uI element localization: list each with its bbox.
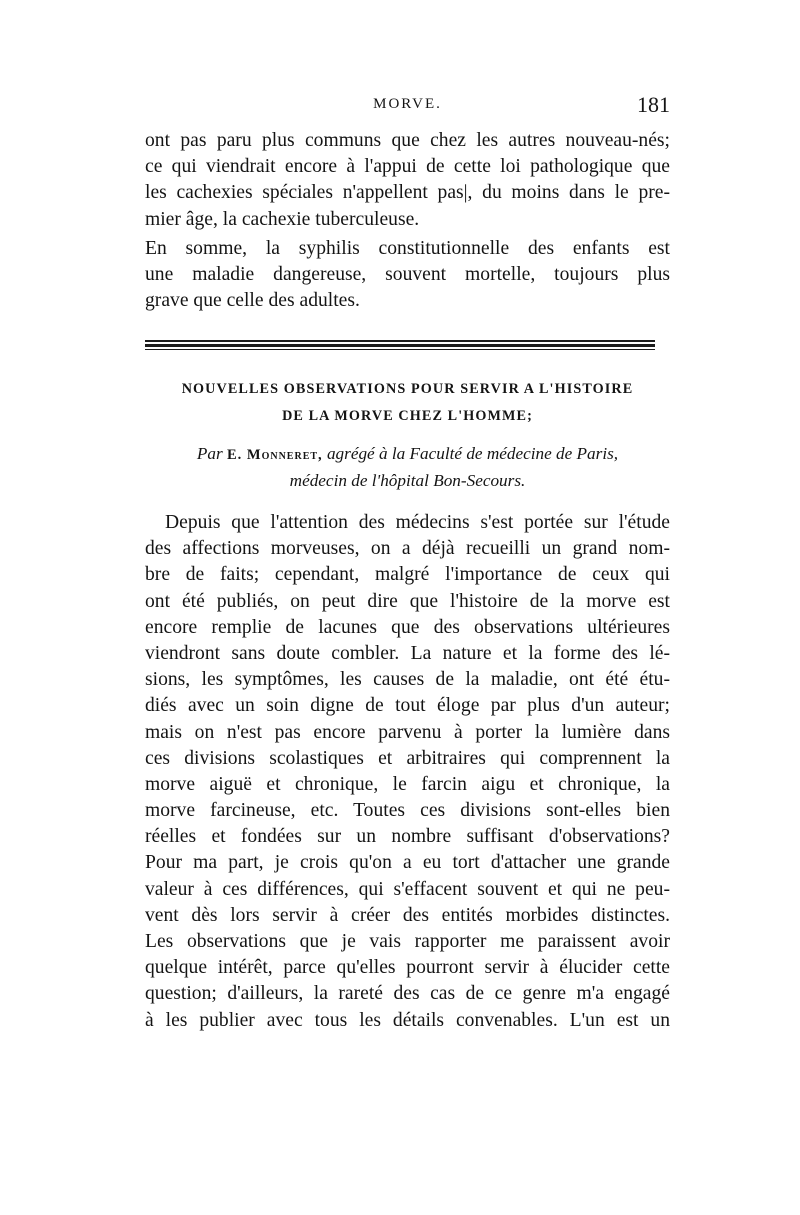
running-title: MORVE. (373, 96, 442, 112)
text-line: En somme, la syphilis constitutionnelle des enfants est (145, 238, 670, 259)
article-title-line: DE LA MORVE CHEZ L'HOMME; (282, 408, 533, 424)
article-title-line: NOUVELLES OBSERVATIONS POUR SERVIR A L'HISTOIRE (181, 381, 634, 397)
text-line: Les observations que je vais rapporter me paraissent avoir (145, 931, 670, 952)
divider-line-bottom (145, 349, 655, 350)
text-line: réelles et fondées sur un nombre suffisant d'observations? (145, 826, 670, 848)
text-line: encore remplie de lacunes que des observations ultérieures (145, 616, 670, 638)
divider-line-top (145, 340, 655, 342)
section-divider (145, 340, 655, 350)
text-line: sions, les symptômes, les causes de la maladie, ont été étu- (145, 669, 670, 691)
text-line: les cachexies spéciales n'appellent pas|, du moins dans le pre- (145, 182, 670, 204)
text-line: à les publier avec tous les détails convenables. L'un est un (145, 1009, 670, 1031)
article-title (145, 376, 670, 430)
byline-affiliation: agrégé à la Faculté de médecine de Paris, (326, 444, 619, 463)
text-line: valeur à ces différences, qui s'effacent souvent et qui ne peu- (145, 878, 670, 900)
text-line: ce qui viendrait encore à l'appui de cette loi pathologique que (145, 156, 670, 178)
text-line: Depuis que l'attention des médecins s'est portée sur l'étude (165, 512, 670, 533)
text-line: question; d'ailleurs, la rareté des cas de ce genre m'a engagé (145, 983, 670, 1005)
summary-paragraph (145, 236, 670, 315)
text-line: des affections morveuses, on a déjà recueilli un grand nom- (145, 538, 670, 560)
body-paragraph (145, 510, 670, 1034)
text-line: morve farcineuse, etc. Toutes ces divisions sont-elles bien (145, 800, 670, 822)
byline-prefix: Par (196, 444, 223, 463)
byline-line (145, 441, 670, 468)
text-line: mier âge, la cachexie tuberculeuse. (145, 208, 420, 230)
text-line: diés avec un soin digne de tout éloge par plus d'un auteur; (145, 695, 670, 717)
text-line: viendront sans doute combler. La nature et la forme des lé- (145, 642, 670, 664)
divider-line-middle (145, 344, 655, 347)
byline (145, 441, 670, 493)
byline-author: E. Monneret, (226, 447, 323, 463)
continued-paragraph (145, 128, 670, 233)
byline-line: médecin de l'hôpital Bon-Secours. (289, 471, 526, 490)
page-number: 181 (637, 92, 670, 117)
text-line: quelque intérêt, parce qu'elles pourront servir à élucider cette (145, 957, 670, 979)
text-line: vent dès lors servir à créer des entités morbides distinctes. (145, 904, 670, 926)
text-line: Pour ma part, je crois qu'on a eu tort d'attacher une grande (145, 852, 670, 874)
text-line: morve aiguë et chronique, le farcin aigu et chronique, la (145, 773, 670, 795)
text-line: bre de faits; cependant, malgré l'importance de ceux qui (145, 564, 670, 586)
text-line: ces divisions scolastiques et arbitraires qui comprennent la (145, 747, 670, 769)
text-line: grave que celle des adultes. (145, 290, 360, 312)
text-line: ont été publiés, on peut dire que l'histoire de la morve est (145, 590, 670, 612)
text-line: mais on n'est pas encore parvenu à porter la lumière dans (145, 721, 670, 743)
text-line: ont pas paru plus communs que chez les autres nouveau-nés; (145, 130, 670, 151)
running-header (145, 92, 670, 126)
text-line: une maladie dangereuse, souvent mortelle, toujours plus (145, 264, 670, 286)
